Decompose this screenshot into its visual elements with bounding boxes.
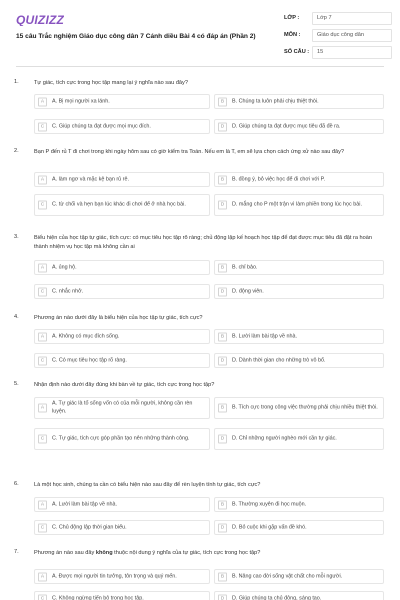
answer-option-c[interactable] bbox=[34, 591, 210, 600]
answer-option-c[interactable] bbox=[34, 520, 210, 535]
option-letter-d: D bbox=[218, 287, 227, 296]
option-text: C. Có mục tiêu học tập rõ ràng. bbox=[52, 356, 127, 363]
svg-text:QUIZIZZ: QUIZIZZ bbox=[16, 13, 64, 26]
option-letter-a: A bbox=[38, 572, 47, 581]
question-text: Biểu hiện của học tập tự giác, tích cực: có mục tiêu học tập rõ ràng; chủ động lập kế hoạch học tập để đạt được mục tiêu đã đặt ra hoàn thành nhiệm vụ học tập mà không cần ai bbox=[34, 235, 372, 250]
option-letter-b: B bbox=[218, 404, 227, 413]
answer-option-d[interactable] bbox=[214, 591, 384, 600]
question-text-emphasis: không bbox=[95, 550, 113, 556]
option-text: C. Tự giác, tích cực góp phần tạo nên những thành công. bbox=[52, 435, 190, 442]
option-letter-a: A bbox=[38, 332, 47, 341]
option-text: A. Không có mục đích sống. bbox=[52, 332, 120, 339]
answer-option-d[interactable] bbox=[214, 119, 384, 134]
option-text: B. Lười làm bài tập về nhà. bbox=[232, 332, 297, 339]
answer-option-c[interactable] bbox=[34, 428, 210, 450]
option-letter-b: B bbox=[218, 97, 227, 106]
option-text: D. Giúp chúng ta chủ động, sáng tạo. bbox=[232, 594, 322, 600]
answer-option-b[interactable] bbox=[214, 329, 384, 344]
question-text: Bạn P đến rủ T đi chơi trong khi ngày hôm sau có giờ kiểm tra Toán. Nếu em là T, em sẽ lựa chọn cách ứng xử nào sau đây? bbox=[34, 149, 345, 155]
option-letter-d: D bbox=[218, 435, 227, 444]
option-letter-c: C bbox=[38, 356, 47, 365]
question-text bbox=[34, 549, 384, 558]
option-letter-a: A bbox=[38, 263, 47, 272]
option-text: C. Giúp chúng ta đạt được mọi mục đích. bbox=[52, 122, 151, 129]
option-letter-b: B bbox=[218, 175, 227, 184]
answer-option-a[interactable] bbox=[34, 397, 210, 419]
option-text: A. Lười làm bài tập về nhà. bbox=[52, 500, 117, 507]
quiz-meta bbox=[284, 12, 392, 61]
answer-option-b[interactable] bbox=[214, 260, 384, 275]
meta-label-subject: MÔN : bbox=[284, 32, 301, 38]
question-number: 1. bbox=[14, 79, 19, 85]
option-letter-d: D bbox=[218, 594, 227, 600]
option-letter-c: C bbox=[38, 287, 47, 296]
option-letter-b: B bbox=[218, 572, 227, 581]
question-text: Phương án nào dưới đây là biểu hiện của học tập tự giác, tích cực? bbox=[34, 315, 203, 321]
option-letter-c: C bbox=[38, 594, 47, 600]
option-text: B. Nâng cao đời sống vật chất cho mỗi người. bbox=[232, 572, 343, 579]
question-number: 4. bbox=[14, 314, 19, 320]
option-letter-a: A bbox=[38, 500, 47, 509]
answer-option-c[interactable] bbox=[34, 284, 210, 299]
answer-option-a[interactable] bbox=[34, 329, 210, 344]
option-text: A. Bị mọi người xa lánh. bbox=[52, 97, 110, 104]
answer-option-b[interactable] bbox=[214, 94, 384, 109]
option-text: C. từ chối và hẹn bạn lúc khác đi chơi để ở nhà học bài. bbox=[52, 201, 186, 208]
question-text: Là một học sinh, chúng ta cần có biểu hiện nào sau đây để rèn luyện tính tự giác, tích cực? bbox=[34, 482, 261, 488]
answer-option-b[interactable] bbox=[214, 497, 384, 512]
answer-option-c[interactable] bbox=[34, 119, 210, 134]
question-number: 3. bbox=[14, 234, 19, 240]
option-text: C. Không ngừng tiến bộ trong học tập. bbox=[52, 594, 144, 600]
question-text: Nhận định nào dưới đây đúng khi bàn về tự giác, tích cực trong học tập? bbox=[34, 382, 215, 388]
answer-option-a[interactable] bbox=[34, 497, 210, 512]
quizizz-logo bbox=[16, 13, 64, 26]
option-text: B. chỉ bảo. bbox=[232, 263, 258, 270]
option-text: A. làm ngơ và mặc kệ bạn rủ rê. bbox=[52, 175, 129, 182]
option-text: B. Thường xuyên đi học muộn. bbox=[232, 500, 307, 507]
option-letter-c: C bbox=[38, 523, 47, 532]
answer-option-b[interactable] bbox=[214, 172, 384, 187]
page-title: 15 câu Trắc nghiệm Giáo dục công dân 7 Cánh diều Bài 4 có đáp án (Phần 2) bbox=[16, 33, 256, 40]
meta-value-count: 15 bbox=[312, 46, 392, 59]
question-number: 6. bbox=[14, 481, 19, 487]
option-letter-a: A bbox=[38, 97, 47, 106]
option-text: D. Chỉ những người nghèo mới cần tự giác. bbox=[232, 435, 337, 442]
option-letter-b: B bbox=[218, 263, 227, 272]
answer-option-b[interactable] bbox=[214, 569, 384, 584]
option-letter-c: C bbox=[38, 201, 47, 210]
answer-option-c[interactable] bbox=[34, 353, 210, 368]
question-text-start: Phương án nào sau đây bbox=[34, 550, 96, 556]
option-text: A. Được mọi người tin tưởng, tôn trọng và quý mến. bbox=[52, 572, 177, 579]
answer-option-d[interactable] bbox=[214, 520, 384, 535]
option-text: D. Giúp chúng ta đạt được mục tiêu đã đề ra. bbox=[232, 122, 341, 129]
option-letter-d: D bbox=[218, 523, 227, 532]
answer-option-a[interactable] bbox=[34, 569, 210, 584]
option-text: D. động viên. bbox=[232, 287, 264, 294]
answer-option-d[interactable] bbox=[214, 428, 384, 450]
answer-option-b[interactable] bbox=[214, 397, 384, 419]
option-text: B. đồng ý, bỏ việc học để đi chơi với P. bbox=[232, 175, 325, 182]
option-letter-a: A bbox=[38, 404, 47, 413]
option-text: A. ủng hộ. bbox=[52, 263, 77, 270]
option-text: A. Tự giác là tố sống vốn có của mỗi người, không cần rèn luyện. bbox=[52, 400, 193, 414]
question-number: 7. bbox=[14, 549, 19, 555]
option-text: D. Dành thời gian cho những trò vô bổ. bbox=[232, 356, 326, 363]
option-text: D. Bỏ cuộc khi gặp vấn đề khó. bbox=[232, 523, 307, 530]
option-text: B. Tích cực trong công việc thường phải chịu nhiều thiệt thòi. bbox=[232, 404, 378, 411]
option-letter-c: C bbox=[38, 122, 47, 131]
meta-label-count: SỐ CÂU : bbox=[284, 49, 310, 55]
question-number: 2. bbox=[14, 148, 19, 154]
answer-option-a[interactable] bbox=[34, 260, 210, 275]
meta-label-class: LỚP : bbox=[284, 15, 300, 21]
answer-option-c[interactable] bbox=[34, 194, 210, 216]
question-number: 5. bbox=[14, 381, 19, 387]
option-text: C. nhắc nhở. bbox=[52, 287, 84, 294]
option-text: C. Chủ động lập thời gian biểu. bbox=[52, 523, 127, 530]
answer-option-a[interactable] bbox=[34, 172, 210, 187]
option-letter-b: B bbox=[218, 332, 227, 341]
answer-option-d[interactable] bbox=[214, 353, 384, 368]
meta-row-subject bbox=[284, 29, 392, 44]
option-letter-a: A bbox=[38, 175, 47, 184]
option-letter-c: C bbox=[38, 435, 47, 444]
option-text: D. mắng cho P một trận vì làm phiền trong lúc học bài. bbox=[232, 201, 362, 208]
option-letter-d: D bbox=[218, 201, 227, 210]
question-text: Tự giác, tích cực trong học tập mang lại ý nghĩa nào sau đây? bbox=[34, 80, 188, 86]
meta-value-subject: Giáo dục công dân bbox=[312, 29, 392, 42]
option-letter-d: D bbox=[218, 356, 227, 365]
meta-row-class bbox=[284, 12, 392, 27]
option-text: B. Chúng ta luôn phải chịu thiệt thòi. bbox=[232, 97, 319, 104]
question-text-end: thuộc nội dung ý nghĩa của tự giác, tích cực trong học tập? bbox=[112, 550, 261, 556]
answer-option-a[interactable] bbox=[34, 94, 210, 109]
meta-value-class: Lớp 7 bbox=[312, 12, 392, 25]
answer-option-d[interactable] bbox=[214, 284, 384, 299]
meta-row-count bbox=[284, 46, 392, 61]
option-letter-d: D bbox=[218, 122, 227, 131]
option-letter-b: B bbox=[218, 500, 227, 509]
answer-option-d[interactable] bbox=[214, 194, 384, 216]
header-divider bbox=[16, 66, 384, 67]
